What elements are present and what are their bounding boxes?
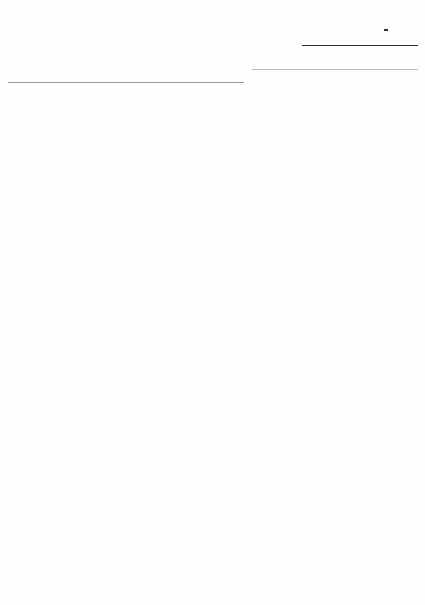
- masthead-column: [252, 6, 418, 76]
- masthead-rule: [302, 45, 418, 46]
- founding-date: [252, 6, 418, 15]
- total-issue-badge: [384, 29, 388, 31]
- table-of-contents: [8, 72, 244, 93]
- divider: [8, 82, 244, 83]
- divider: [252, 69, 418, 70]
- masthead: [252, 15, 418, 57]
